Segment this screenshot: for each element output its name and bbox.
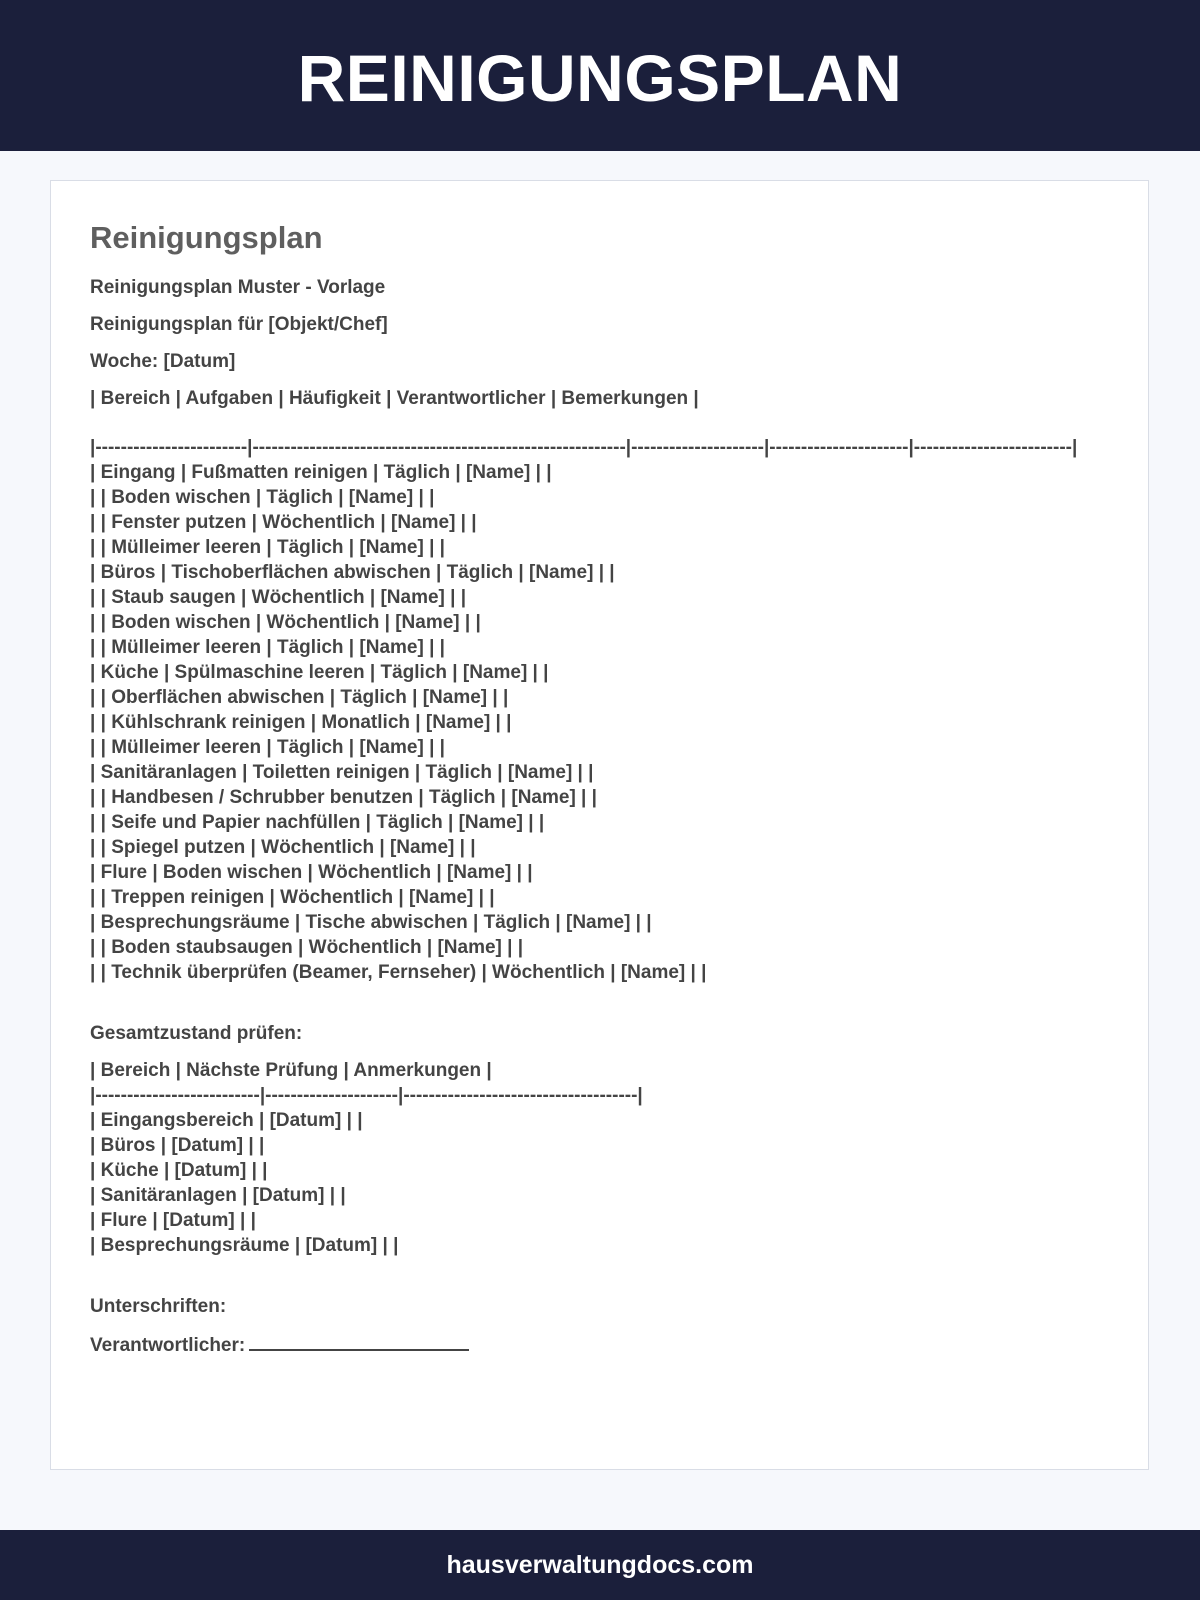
table-row: | Sanitäranlagen | [Datum] | | [90, 1185, 346, 1206]
table-row: | | Oberflächen abwischen | Täglich | [Name] | | [90, 687, 509, 708]
table-row: | Eingangsbereich | [Datum] | | [90, 1110, 363, 1131]
table-row: | | Seife und Papier nachfüllen | Täglich | [Name] | | [90, 812, 545, 833]
week-line: Woche: [Datum] [90, 351, 236, 372]
table1-separator: |------------------------|-----------------------------------------------------------|---------------------|----------------------|-------------------------| [90, 437, 1078, 458]
table-row: | | Fenster putzen | Wöchentlich | [Name] | | [90, 512, 477, 533]
table-row: | Flure | [Datum] | | [90, 1210, 256, 1231]
table-row: | | Spiegel putzen | Wöchentlich | [Name] | | [90, 837, 476, 858]
cleaning-table [90, 435, 1120, 985]
footer-site: hausverwaltungdocs.com [446, 1550, 754, 1579]
table-row: | | Mülleimer leeren | Täglich | [Name] | | [90, 637, 445, 658]
table-row: | | Boden wischen | Täglich | [Name] | | [90, 487, 435, 508]
table-row: | | Mülleimer leeren | Täglich | [Name] | | [90, 537, 445, 558]
header-title: REINIGUNGSPLAN [297, 40, 903, 115]
table-row: | | Staub saugen | Wöchentlich | [Name] | | [90, 587, 467, 608]
table-row: | | Mülleimer leeren | Täglich | [Name] | | [90, 737, 445, 758]
table-row: | Besprechungsräume | [Datum] | | [90, 1235, 399, 1256]
object-line: Reinigungsplan für [Objekt/Chef] [90, 314, 388, 335]
page-footer [0, 1530, 1200, 1600]
table2-separator: |--------------------------|---------------------|-------------------------------------| [90, 1085, 643, 1106]
document-title: Reinigungsplan [90, 220, 323, 255]
document-subtitle: Reinigungsplan Muster - Vorlage [90, 277, 386, 298]
table-row: | Besprechungsräume | Tische abwischen | Täglich | [Name] | | [90, 912, 652, 933]
table1-rows [90, 460, 1120, 985]
table-row: | | Handbesen / Schrubber benutzen | Täglich | [Name] | | [90, 787, 597, 808]
table-row: | Küche | [Datum] | | [90, 1160, 268, 1181]
signature-label: Verantwortlicher: [90, 1335, 246, 1356]
table-row: | | Kühlschrank reinigen | Monatlich | [Name] | | [90, 712, 512, 733]
table-row: | Büros | Tischoberflächen abwischen | Täglich | [Name] | | [90, 562, 615, 583]
table-row: | Flure | Boden wischen | Wöchentlich | [Name] | | [90, 862, 533, 883]
table2-header: | Bereich | Nächste Prüfung | Anmerkungen | [90, 1060, 492, 1081]
table2-rows [90, 1108, 1120, 1258]
signature-row [90, 1331, 1120, 1358]
section2-title: Gesamtzustand prüfen: [90, 1023, 303, 1044]
signature-line[interactable] [249, 1331, 469, 1351]
table-row: | Sanitäranlagen | Toiletten reinigen | Täglich | [Name] | | [90, 762, 594, 783]
table-row: | | Technik überprüfen (Beamer, Fernseher) | Wöchentlich | [Name] | | [90, 962, 707, 983]
table1-header: | Bereich | Aufgaben | Häufigkeit | Verantwortlicher | Bemerkungen | [90, 388, 699, 409]
table-row: | | Boden staubsaugen | Wöchentlich | [Name] | | [90, 937, 524, 958]
inspection-table [90, 1058, 1120, 1258]
table-row: | Eingang | Fußmatten reinigen | Täglich | [Name] | | [90, 462, 552, 483]
table-row: | | Treppen reinigen | Wöchentlich | [Name] | | [90, 887, 495, 908]
document-content [90, 218, 1120, 1358]
table-row: | Büros | [Datum] | | [90, 1135, 265, 1156]
table-row: | Küche | Spülmaschine leeren | Täglich | [Name] | | [90, 662, 549, 683]
signatures-title: Unterschriften: [90, 1296, 227, 1317]
page-header [0, 0, 1200, 151]
table-row: | | Boden wischen | Wöchentlich | [Name] | | [90, 612, 481, 633]
